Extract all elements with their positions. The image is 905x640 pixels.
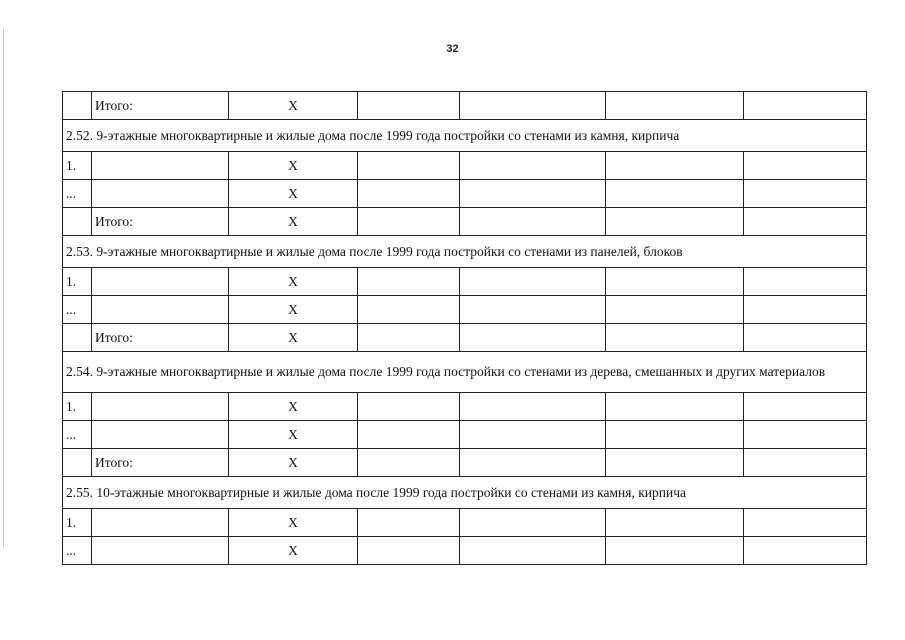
total-row <box>63 208 867 236</box>
page-number: 32 <box>446 43 459 55</box>
value-cell <box>606 449 744 477</box>
value-cell <box>460 208 606 236</box>
value-cell <box>606 324 744 352</box>
table-row <box>63 509 867 537</box>
value-cell <box>744 152 867 180</box>
name-cell <box>92 152 229 180</box>
value-cell <box>460 449 606 477</box>
value-cell <box>606 393 744 421</box>
name-cell <box>92 421 229 449</box>
housing-table <box>62 91 867 565</box>
value-cell <box>358 449 460 477</box>
total-row <box>63 324 867 352</box>
value-cell <box>460 421 606 449</box>
x-mark-cell: Х <box>229 268 358 296</box>
value-cell <box>606 537 744 565</box>
value-cell <box>744 537 867 565</box>
value-cell <box>358 92 460 120</box>
x-mark-cell: Х <box>229 92 358 120</box>
total-row <box>63 449 867 477</box>
x-mark-cell: Х <box>229 324 358 352</box>
row-number-cell <box>63 92 92 120</box>
value-cell <box>358 180 460 208</box>
name-cell <box>92 393 229 421</box>
name-cell <box>92 180 229 208</box>
row-number-cell: 1. <box>63 268 92 296</box>
x-mark-cell: Х <box>229 393 358 421</box>
value-cell <box>744 208 867 236</box>
value-cell <box>358 421 460 449</box>
value-cell <box>744 296 867 324</box>
value-cell <box>460 268 606 296</box>
section-header-row <box>63 352 867 393</box>
value-cell <box>460 92 606 120</box>
value-cell <box>744 268 867 296</box>
x-mark-cell: Х <box>229 208 358 236</box>
x-mark-cell: Х <box>229 537 358 565</box>
total-row <box>63 92 867 120</box>
row-number-cell: 1. <box>63 509 92 537</box>
x-mark-cell: Х <box>229 421 358 449</box>
scan-edge-line <box>3 28 4 548</box>
total-label-cell: Итого: <box>92 208 229 236</box>
value-cell <box>744 180 867 208</box>
value-cell <box>460 509 606 537</box>
x-mark-cell: Х <box>229 449 358 477</box>
value-cell <box>744 449 867 477</box>
value-cell <box>358 393 460 421</box>
value-cell <box>358 152 460 180</box>
table-row <box>63 393 867 421</box>
value-cell <box>460 393 606 421</box>
row-number-cell <box>63 449 92 477</box>
table-row <box>63 180 867 208</box>
x-mark-cell: Х <box>229 152 358 180</box>
value-cell <box>358 324 460 352</box>
value-cell <box>744 92 867 120</box>
value-cell <box>358 268 460 296</box>
name-cell <box>92 268 229 296</box>
name-cell <box>92 509 229 537</box>
value-cell <box>606 296 744 324</box>
row-number-cell <box>63 208 92 236</box>
value-cell <box>358 296 460 324</box>
section-title: 2.54. 9-этажные многоквартирные и жилые дома после 1999 года постройки со стенами из дерева, смешанных и других материалов <box>63 352 867 393</box>
value-cell <box>744 393 867 421</box>
value-cell <box>744 324 867 352</box>
row-number-cell: ... <box>63 421 92 449</box>
section-title: 2.53. 9-этажные многоквартирные и жилые дома после 1999 года постройки со стенами из панелей, блоков <box>63 236 867 268</box>
section-header-row <box>63 120 867 152</box>
x-mark-cell: Х <box>229 509 358 537</box>
value-cell <box>606 268 744 296</box>
section-header-row <box>63 236 867 268</box>
value-cell <box>606 92 744 120</box>
row-number-cell: ... <box>63 180 92 208</box>
table-row <box>63 296 867 324</box>
value-cell <box>606 152 744 180</box>
section-title: 2.55. 10-этажные многоквартирные и жилые дома после 1999 года постройки со стенами из камня, кирпича <box>63 477 867 509</box>
value-cell <box>460 296 606 324</box>
value-cell <box>460 537 606 565</box>
value-cell <box>460 324 606 352</box>
value-cell <box>744 421 867 449</box>
value-cell <box>358 537 460 565</box>
total-label-cell: Итого: <box>92 449 229 477</box>
table-row <box>63 421 867 449</box>
total-label-cell: Итого: <box>92 324 229 352</box>
value-cell <box>358 509 460 537</box>
value-cell <box>606 509 744 537</box>
row-number-cell: ... <box>63 537 92 565</box>
row-number-cell: 1. <box>63 152 92 180</box>
row-number-cell <box>63 324 92 352</box>
value-cell <box>744 509 867 537</box>
name-cell <box>92 296 229 324</box>
section-header-row <box>63 477 867 509</box>
row-number-cell: 1. <box>63 393 92 421</box>
section-title: 2.52. 9-этажные многоквартирные и жилые дома после 1999 года постройки со стенами из камня, кирпича <box>63 120 867 152</box>
total-label-cell: Итого: <box>92 92 229 120</box>
value-cell <box>606 180 744 208</box>
table-body <box>63 92 867 565</box>
table-row <box>63 152 867 180</box>
value-cell <box>460 152 606 180</box>
name-cell <box>92 537 229 565</box>
table-row <box>63 268 867 296</box>
value-cell <box>606 421 744 449</box>
value-cell <box>606 208 744 236</box>
row-number-cell: ... <box>63 296 92 324</box>
x-mark-cell: Х <box>229 296 358 324</box>
value-cell <box>358 208 460 236</box>
x-mark-cell: Х <box>229 180 358 208</box>
value-cell <box>460 180 606 208</box>
table-row <box>63 537 867 565</box>
